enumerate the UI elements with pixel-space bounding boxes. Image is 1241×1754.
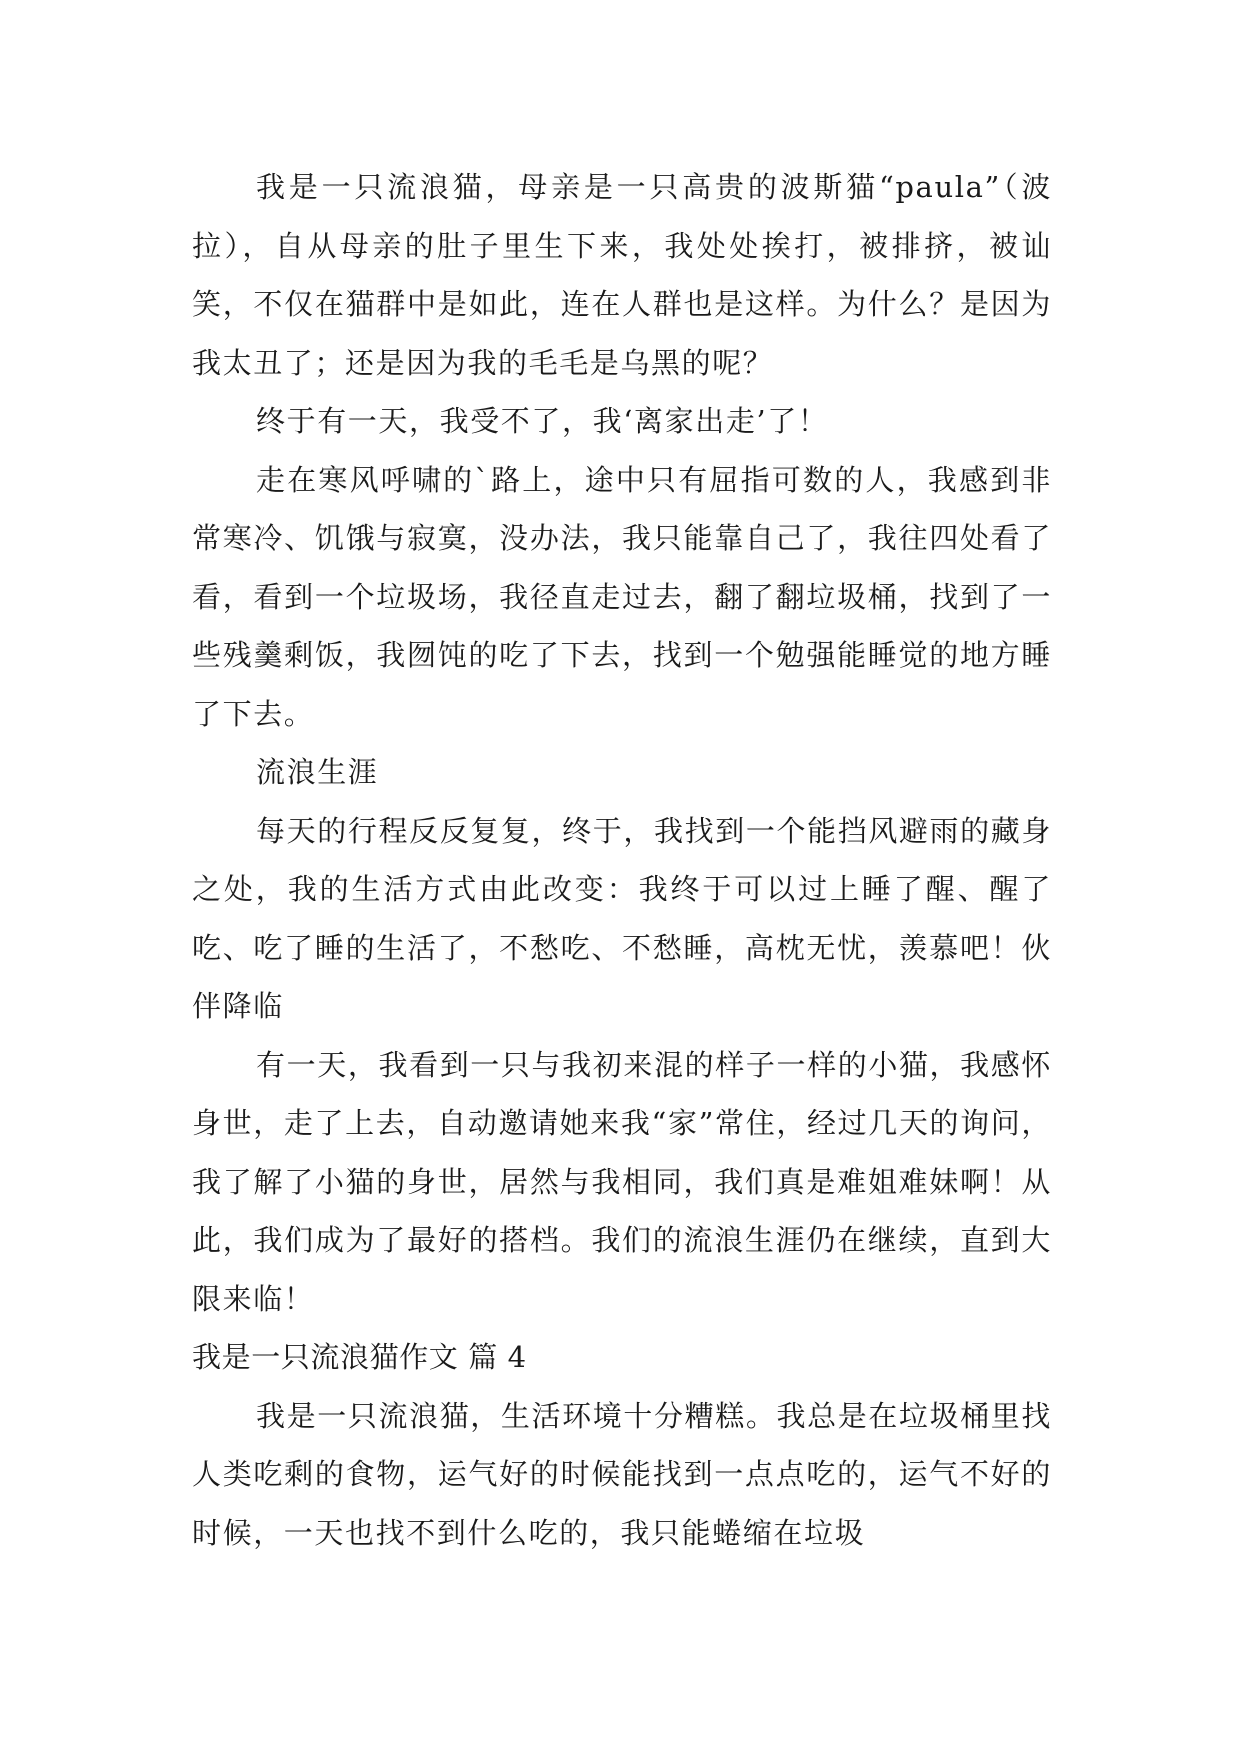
section-subheading: 流浪生涯: [256, 755, 379, 789]
paragraph-intro: 我是一只流浪猫，母亲是一只高贵的波斯猫“paula”（波拉），自从母亲的肚子里生下来，我处处挨打，被排挤，被讪笑，不仅在猫群中是如此，连在人群也是这样。为什么？是因为我太丑了；还是因为我的毛毛是乌黑的呢？: [192, 170, 1052, 380]
paragraph-cold-road: 走在寒风呼啸的`路上，途中只有屈指可数的人，我感到非常寒冷、饥饿与寂寞，没办法，我只能靠自己了，我往四处看了看，看到一个垃圾场，我径直走过去，翻了翻垃圾桶，找到了一些残羹剩饭，我囫饨的吃了下去，找到一个勉强能睡觉的地方睡了下去。: [192, 462, 1052, 731]
document-body: [192, 158, 1052, 1562]
essay-heading: 我是一只流浪猫作文 篇 4: [192, 1340, 527, 1374]
paragraph-leave-home: 终于有一天，我受不了，我‘离家出走’了！: [256, 404, 829, 438]
paragraph-companion: 有一天，我看到一只与我初来混的样子一样的小猫，我感怀身世，走了上去，自动邀请她来我“家”常住，经过几天的询问，我了解了小猫的身世，居然与我相同，我们真是难姐难妹啊！从此，我们成为了最好的搭档。我们的流浪生涯仍在继续，直到大限来临！: [192, 1047, 1052, 1316]
paragraph-shelter: 每天的行程反反复复，终于，我找到一个能挡风避雨的藏身之处，我的生活方式由此改变：我终于可以过上睡了醒、醒了吃、吃了睡的生活了，不愁吃、不愁睡，高枕无忧，羡慕吧！伙伴降临: [192, 813, 1052, 1023]
paragraph-essay4-start: 我是一只流浪猫，生活环境十分糟糕。我总是在垃圾桶里找人类吃剩的食物，运气好的时候能找到一点点吃的，运气不好的时候，一天也找不到什么吃的，我只能蜷缩在垃圾: [192, 1398, 1052, 1550]
